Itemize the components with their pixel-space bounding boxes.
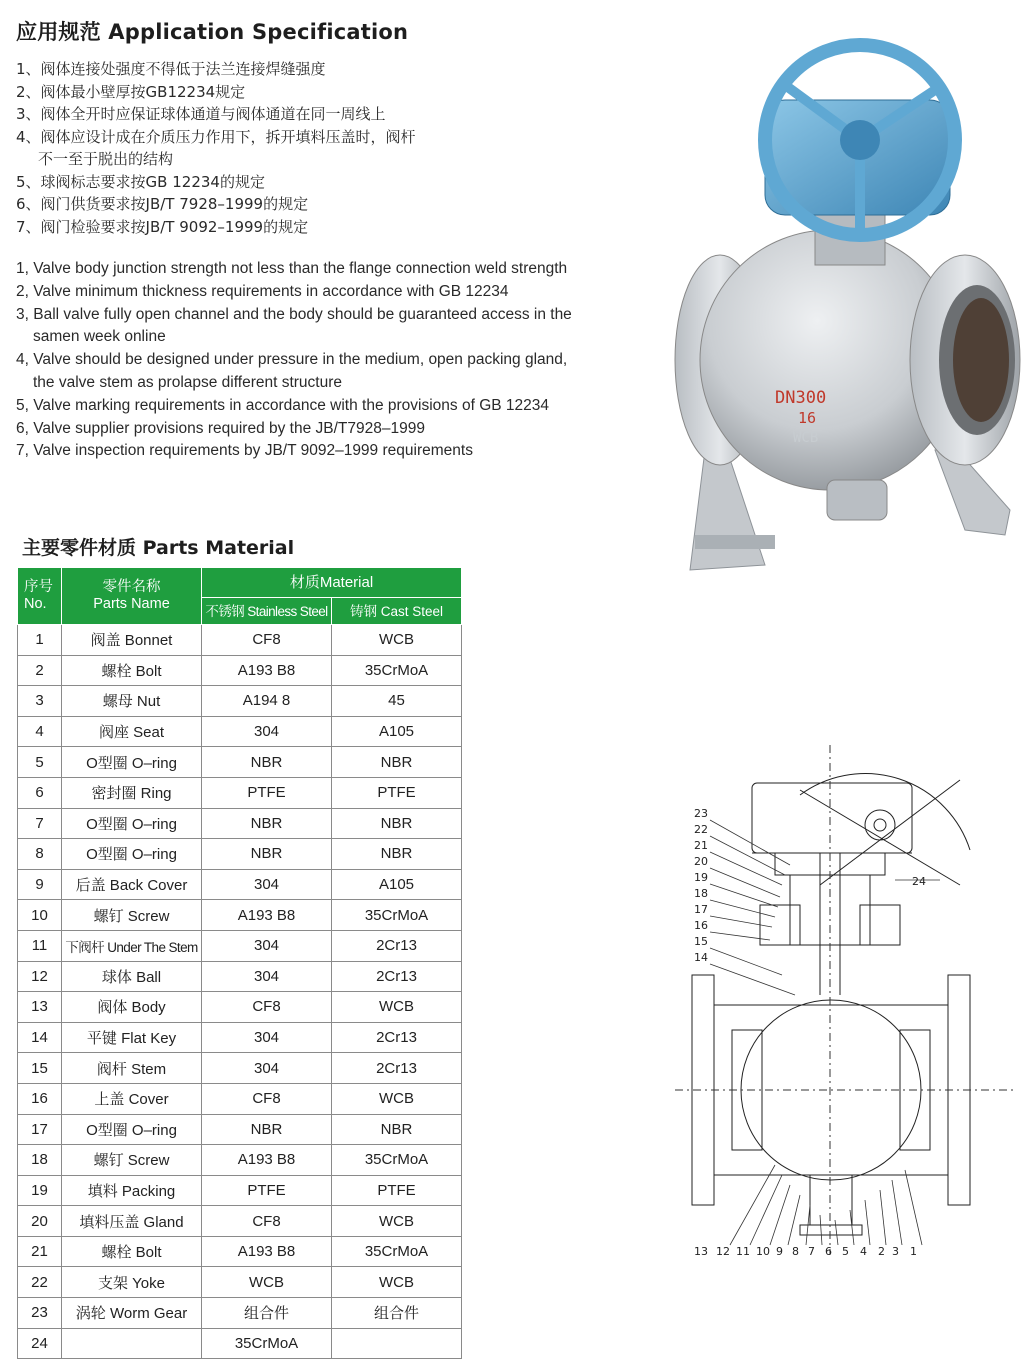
bottom-trunnion bbox=[827, 480, 887, 520]
spec-cn-item: 5、球阀标志要求按GB 12234的规定 bbox=[16, 172, 265, 191]
cell-name: 填料压盖 Gland bbox=[62, 1206, 202, 1237]
cell-no: 23 bbox=[18, 1298, 62, 1329]
cell-cast: WCB bbox=[332, 1267, 462, 1298]
cell-stainless: 304 bbox=[202, 1053, 332, 1084]
cell-stainless: 304 bbox=[202, 869, 332, 900]
right-bore-inner bbox=[953, 298, 1009, 422]
table-row bbox=[18, 1298, 462, 1329]
callout-10: 10 bbox=[756, 1245, 770, 1258]
callout-22: 22 bbox=[694, 823, 708, 836]
cell-cast: 2Cr13 bbox=[332, 1022, 462, 1053]
cell-no: 11 bbox=[18, 930, 62, 961]
table-row bbox=[18, 686, 462, 717]
callout-2: 2 bbox=[878, 1245, 885, 1258]
cell-stainless: 304 bbox=[202, 961, 332, 992]
spec-cn-item: 7、阀门检验要求按JB/T 9092–1999的规定 bbox=[16, 217, 309, 236]
spec-en-item: 7, Valve inspection requirements by JB/T 9092–1999 requirements bbox=[16, 442, 473, 460]
cell-stainless: A194 8 bbox=[202, 686, 332, 717]
table-row bbox=[18, 1267, 462, 1298]
valve-section-diagram bbox=[670, 735, 1020, 1265]
table-row bbox=[18, 839, 462, 870]
cell-no: 4 bbox=[18, 716, 62, 747]
callout-11: 11 bbox=[736, 1245, 750, 1258]
cell-stainless: NBR bbox=[202, 808, 332, 839]
callout-20: 20 bbox=[694, 855, 708, 868]
cell-cast: 2Cr13 bbox=[332, 930, 462, 961]
table-row bbox=[18, 716, 462, 747]
cell-no: 13 bbox=[18, 992, 62, 1023]
callout-6: 6 bbox=[825, 1245, 832, 1258]
col-header-material: 材质Material bbox=[202, 568, 462, 598]
callout-7: 7 bbox=[808, 1245, 815, 1258]
cell-no: 21 bbox=[18, 1236, 62, 1267]
cell-no: 19 bbox=[18, 1175, 62, 1206]
cell-name: 阀杆 Stem bbox=[62, 1053, 202, 1084]
parts-table-body bbox=[18, 625, 462, 1359]
cell-cast: NBR bbox=[332, 839, 462, 870]
cell-no: 3 bbox=[18, 686, 62, 717]
cell-no: 20 bbox=[18, 1206, 62, 1237]
cell-no: 2 bbox=[18, 655, 62, 686]
spec-en-list bbox=[16, 258, 616, 463]
cell-stainless: CF8 bbox=[202, 625, 332, 656]
parts-table bbox=[17, 567, 462, 1359]
cell-name: 螺栓 Bolt bbox=[62, 1236, 202, 1267]
cell-no: 12 bbox=[18, 961, 62, 992]
cell-name: O型圈 O–ring bbox=[62, 839, 202, 870]
spec-en-item: 5, Valve marking requirements in accordance with the provisions of GB 12234 bbox=[16, 396, 550, 414]
cell-cast: 35CrMoA bbox=[332, 655, 462, 686]
cell-name: 后盖 Back Cover bbox=[62, 869, 202, 900]
cell-no: 18 bbox=[18, 1145, 62, 1176]
callout-14: 14 bbox=[694, 951, 708, 964]
cell-name: 阀体 Body bbox=[62, 992, 202, 1023]
spec-en-item: samen week online bbox=[33, 328, 166, 346]
cell-no: 9 bbox=[18, 869, 62, 900]
callout-9: 9 bbox=[776, 1245, 783, 1258]
cell-name: O型圈 O–ring bbox=[62, 747, 202, 778]
table-row bbox=[18, 747, 462, 778]
cell-stainless: CF8 bbox=[202, 992, 332, 1023]
cell-name: 涡轮 Worm Gear bbox=[62, 1298, 202, 1329]
cell-no: 16 bbox=[18, 1083, 62, 1114]
cell-name: 平键 Flat Key bbox=[62, 1022, 202, 1053]
cell-no: 24 bbox=[18, 1328, 62, 1359]
table-row bbox=[18, 808, 462, 839]
table-row bbox=[18, 1206, 462, 1237]
parts-title: 主要零件材质 Parts Material bbox=[22, 537, 295, 559]
callout-16: 16 bbox=[694, 919, 708, 932]
table-row bbox=[18, 992, 462, 1023]
callout-4: 4 bbox=[860, 1245, 867, 1258]
spec-en-item: the valve stem as prolapse different structure bbox=[33, 373, 343, 391]
col-header-no-en: No. bbox=[24, 596, 47, 612]
cell-stainless: 组合件 bbox=[202, 1298, 332, 1329]
callout-23: 23 bbox=[694, 807, 708, 820]
callout-24: 24 bbox=[912, 875, 926, 888]
table-row bbox=[18, 869, 462, 900]
callout-1: 1 bbox=[910, 1245, 917, 1258]
callout-21: 21 bbox=[694, 839, 708, 852]
cell-no: 7 bbox=[18, 808, 62, 839]
cell-cast: WCB bbox=[332, 625, 462, 656]
table-row bbox=[18, 1328, 462, 1359]
cell-cast: 2Cr13 bbox=[332, 961, 462, 992]
cell-cast: NBR bbox=[332, 1114, 462, 1145]
valve-photo bbox=[665, 30, 1025, 575]
spec-title: 应用规范 Application Specification bbox=[16, 20, 409, 44]
cell-name: 上盖 Cover bbox=[62, 1083, 202, 1114]
table-row bbox=[18, 625, 462, 656]
cell-cast: NBR bbox=[332, 808, 462, 839]
table-row bbox=[18, 1145, 462, 1176]
cell-stainless: 304 bbox=[202, 1022, 332, 1053]
table-row bbox=[18, 1083, 462, 1114]
cell-stainless: CF8 bbox=[202, 1083, 332, 1114]
cell-cast: 35CrMoA bbox=[332, 900, 462, 931]
cell-no: 15 bbox=[18, 1053, 62, 1084]
col-header-stainless: 不锈钢 Stainless Steel bbox=[202, 598, 332, 625]
body-marking-pn: 16 bbox=[798, 409, 817, 427]
cell-no: 10 bbox=[18, 900, 62, 931]
cell-cast: A105 bbox=[332, 716, 462, 747]
cell-cast: WCB bbox=[332, 992, 462, 1023]
cell-name: 螺钉 Screw bbox=[62, 900, 202, 931]
cell-name: O型圈 O–ring bbox=[62, 1114, 202, 1145]
cell-cast: WCB bbox=[332, 1083, 462, 1114]
cell-no: 6 bbox=[18, 777, 62, 808]
cell-no: 14 bbox=[18, 1022, 62, 1053]
cell-name: 球体 Ball bbox=[62, 961, 202, 992]
table-row bbox=[18, 1175, 462, 1206]
cell-cast: 2Cr13 bbox=[332, 1053, 462, 1084]
spec-en-item: 3, Ball valve fully open channel and the body should be guaranteed access in the bbox=[16, 305, 572, 323]
callout-19: 19 bbox=[694, 871, 708, 884]
callout-3: 3 bbox=[892, 1245, 899, 1258]
cell-cast: WCB bbox=[332, 1206, 462, 1237]
spec-en-item: 2, Valve minimum thickness requirements in accordance with GB 12234 bbox=[16, 282, 509, 300]
cell-stainless: A193 B8 bbox=[202, 1145, 332, 1176]
cell-name: 阀盖 Bonnet bbox=[62, 625, 202, 656]
cell-stainless: CF8 bbox=[202, 1206, 332, 1237]
cell-stainless: WCB bbox=[202, 1267, 332, 1298]
cell-stainless: A193 B8 bbox=[202, 655, 332, 686]
spec-cn-item: 4、阀体应设计成在介质压力作用下，拆开填料压盖时，阀杆 bbox=[16, 127, 416, 146]
cell-stainless: PTFE bbox=[202, 777, 332, 808]
cell-stainless: PTFE bbox=[202, 1175, 332, 1206]
col-header-no-cn: 序号 bbox=[24, 579, 53, 595]
table-row bbox=[18, 1053, 462, 1084]
cell-stainless: 304 bbox=[202, 930, 332, 961]
body-marking-dn: DN300 bbox=[775, 388, 827, 408]
col-header-name-cn: 零件名称 bbox=[102, 579, 161, 595]
spec-en-item: 6, Valve supplier provisions required by the JB/T7928–1999 bbox=[16, 419, 425, 437]
cell-cast: PTFE bbox=[332, 1175, 462, 1206]
table-row bbox=[18, 1114, 462, 1145]
cell-name: 螺栓 Bolt bbox=[62, 655, 202, 686]
table-row bbox=[18, 1022, 462, 1053]
spec-en-item: 1, Valve body junction strength not less than the flange connection weld strength bbox=[16, 260, 568, 277]
cell-stainless: NBR bbox=[202, 747, 332, 778]
cell-stainless: A193 B8 bbox=[202, 900, 332, 931]
table-row bbox=[18, 900, 462, 931]
spec-en-item: 4, Valve should be designed under pressure in the medium, open packing gland, bbox=[16, 351, 568, 369]
cell-stainless: 304 bbox=[202, 716, 332, 747]
col-header-no bbox=[18, 568, 62, 625]
cell-name: 填料 Packing bbox=[62, 1175, 202, 1206]
cell-no: 17 bbox=[18, 1114, 62, 1145]
cell-name: 支架 Yoke bbox=[62, 1267, 202, 1298]
spec-cn-item: 3、阀体全开时应保证球体通道与阀体通道在同一周线上 bbox=[16, 105, 386, 123]
cell-no: 22 bbox=[18, 1267, 62, 1298]
col-header-name bbox=[62, 568, 202, 625]
callout-13: 13 bbox=[694, 1245, 708, 1258]
table-row bbox=[18, 930, 462, 961]
cell-stainless: NBR bbox=[202, 839, 332, 870]
cell-cast: A105 bbox=[332, 869, 462, 900]
cell-no: 1 bbox=[18, 625, 62, 656]
col-header-cast: 铸钢 Cast Steel bbox=[332, 598, 462, 625]
cell-stainless: NBR bbox=[202, 1114, 332, 1145]
spec-cn-item: 2、阀体最小壁厚按GB12234规定 bbox=[16, 82, 246, 101]
cell-stainless: 35CrMoA bbox=[202, 1328, 332, 1359]
col-header-name-en: Parts Name bbox=[93, 596, 170, 612]
cell-name: 下阀杆 Under The Stem bbox=[62, 930, 202, 961]
spec-cn-list bbox=[16, 58, 486, 238]
cell-cast: 组合件 bbox=[332, 1298, 462, 1329]
spec-cn-item: 不一至于脱出的结构 bbox=[38, 150, 174, 168]
callout-17: 17 bbox=[694, 903, 708, 916]
callout-8: 8 bbox=[792, 1245, 799, 1258]
table-row bbox=[18, 961, 462, 992]
cell-cast: 35CrMoA bbox=[332, 1236, 462, 1267]
cell-name: 螺母 Nut bbox=[62, 686, 202, 717]
cell-cast: NBR bbox=[332, 747, 462, 778]
cell-cast: PTFE bbox=[332, 777, 462, 808]
body-marking-material: WCB bbox=[793, 430, 819, 446]
callout-12: 12 bbox=[716, 1245, 730, 1258]
cell-name: 阀座 Seat bbox=[62, 716, 202, 747]
cell-no: 5 bbox=[18, 747, 62, 778]
callout-5: 5 bbox=[842, 1245, 849, 1258]
callout-15: 15 bbox=[694, 935, 708, 948]
cell-cast bbox=[332, 1328, 462, 1359]
cell-name bbox=[62, 1328, 202, 1359]
stand-base bbox=[695, 535, 775, 549]
cell-no: 8 bbox=[18, 839, 62, 870]
spec-cn-item: 6、阀门供货要求按JB/T 7928–1999的规定 bbox=[16, 195, 309, 213]
callout-18: 18 bbox=[694, 887, 708, 900]
table-row bbox=[18, 1236, 462, 1267]
table-row bbox=[18, 777, 462, 808]
cell-name: O型圈 O–ring bbox=[62, 808, 202, 839]
cell-stainless: A193 B8 bbox=[202, 1236, 332, 1267]
stand-left bbox=[690, 450, 765, 570]
spec-cn-item: 1、阀体连接处强度不得低于法兰连接焊缝强度 bbox=[16, 60, 326, 78]
cell-cast: 45 bbox=[332, 686, 462, 717]
cell-name: 密封圈 Ring bbox=[62, 777, 202, 808]
cell-name: 螺钉 Screw bbox=[62, 1145, 202, 1176]
table-row bbox=[18, 655, 462, 686]
cell-cast: 35CrMoA bbox=[332, 1145, 462, 1176]
